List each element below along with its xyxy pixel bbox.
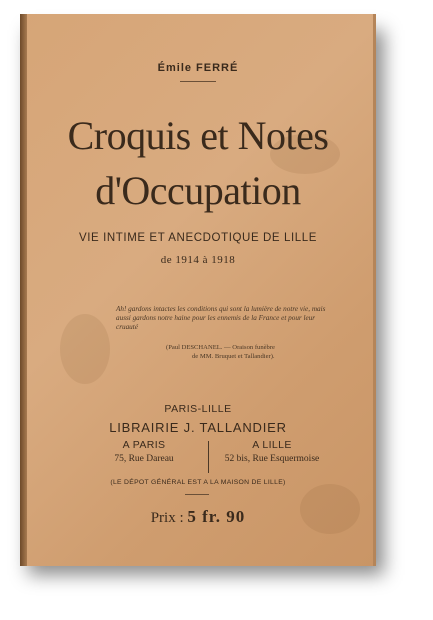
price: [20, 507, 376, 527]
lille-label: A LILLE: [252, 439, 292, 451]
book-cover: [20, 14, 376, 566]
epigraph-attribution-1: (Paul DESCHANEL. — Oraison funèbre: [166, 344, 275, 351]
author-rule: [180, 81, 216, 82]
price-label: Prix :: [150, 510, 184, 526]
author-name: Émile FERRÉ: [157, 62, 239, 74]
depot-note: (LE DÉPOT GÉNÉRAL EST A LA MAISON DE LILLE): [110, 479, 286, 486]
paris-address-block: [78, 439, 210, 464]
publisher-name: LIBRAIRIE J. TALLANDIER: [109, 420, 287, 435]
title-line-1: Croquis et Notes: [67, 113, 329, 158]
epigraph-quote: Ah! gardons intactes les conditions qui sont la lumière de notre vie, mais aussi gardons notre haine pour les ennemis de la France et pour leur cruauté: [116, 305, 326, 331]
price-value: 5 fr. 90: [187, 507, 246, 526]
paris-address: 75, Rue Dareau: [114, 454, 174, 464]
subtitle: VIE INTIME ET ANECDOTIQUE DE LILLE: [78, 232, 318, 244]
price-rule: [185, 494, 209, 495]
epigraph-attribution-2: de MM. Bruquet et Tallandier).: [192, 353, 275, 360]
lille-address-block: [206, 439, 338, 464]
publisher-city: PARIS-LILLE: [164, 403, 232, 415]
lille-address: 52 bis, Rue Esquermoise: [224, 454, 320, 464]
paper-stain: [60, 314, 110, 384]
paris-label: A PARIS: [122, 439, 166, 451]
date-range: de 1914 à 1918: [160, 254, 236, 266]
title-line-2: d'Occupation: [95, 168, 301, 213]
